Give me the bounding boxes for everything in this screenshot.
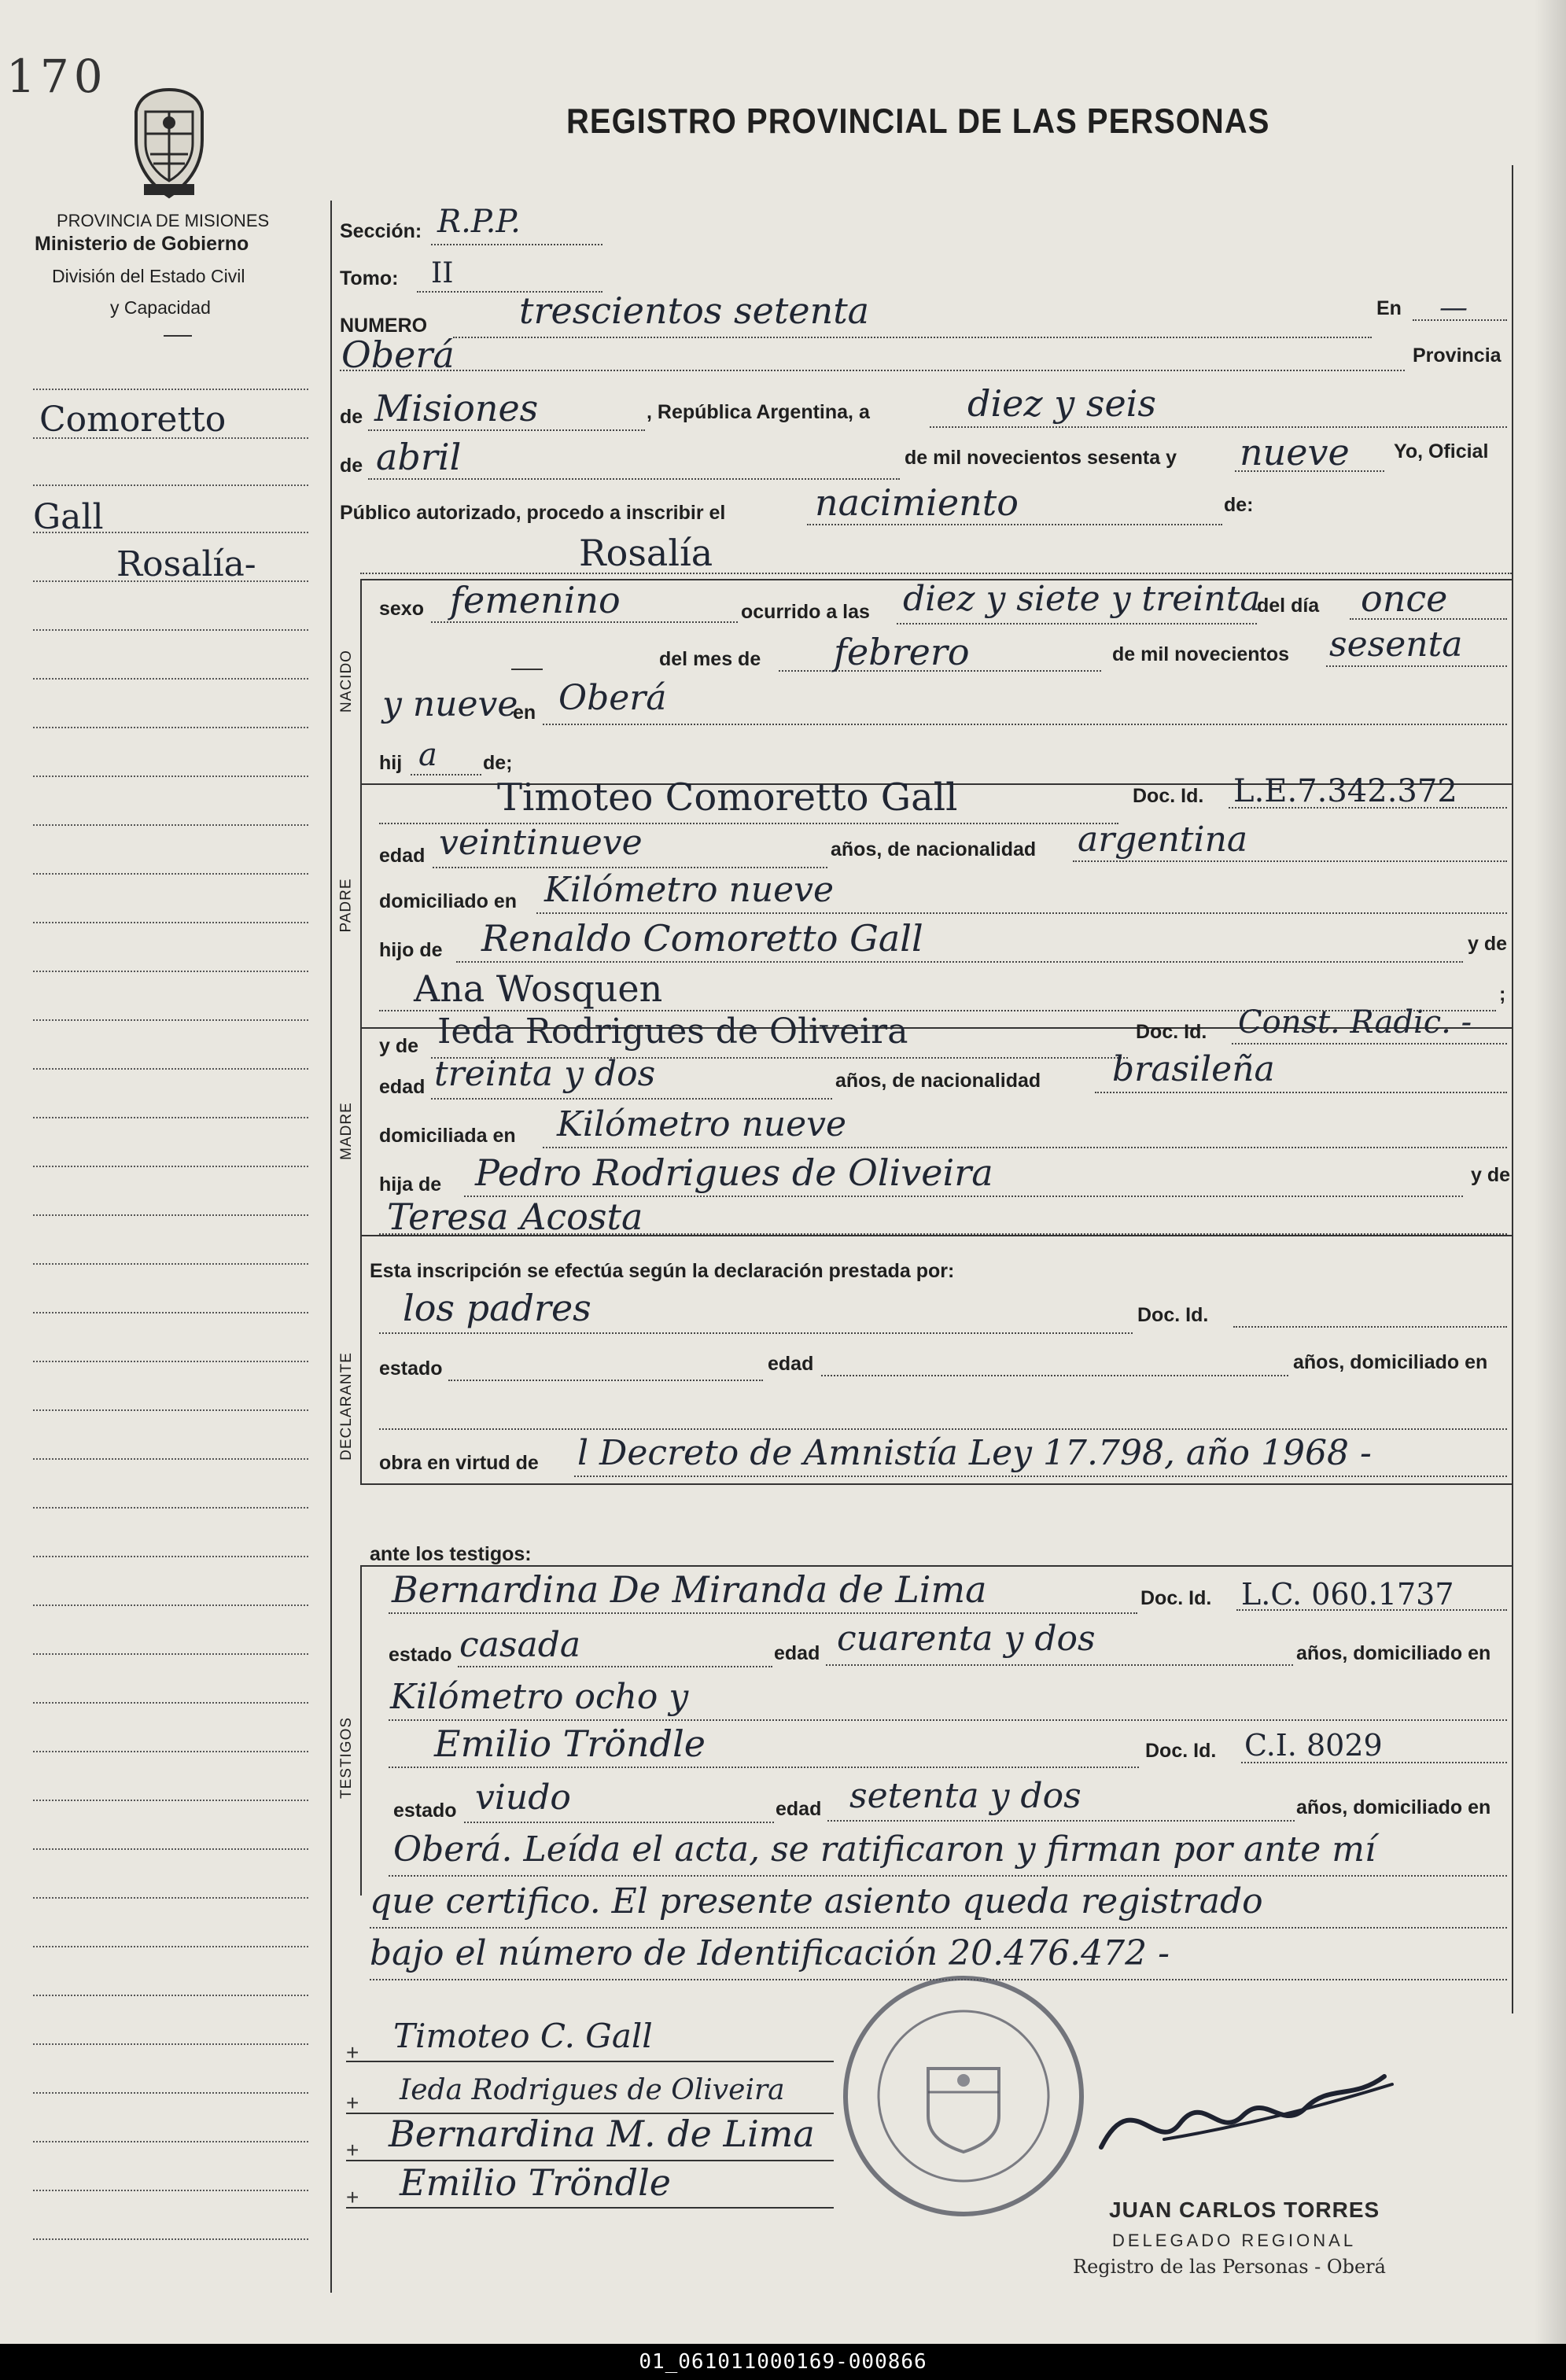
de-label-2: de — [340, 455, 363, 477]
madre-yde2-label: y de — [1471, 1164, 1511, 1186]
testigo2-edad-value: setenta y dos — [849, 1776, 1081, 1816]
madre-edad-value: treinta y dos — [434, 1054, 656, 1094]
madre-nacionalidad-value: brasileña — [1112, 1049, 1275, 1089]
fecha-mes-value: abril — [376, 436, 462, 478]
testigo1-doc-value: L.C. 060.1737 — [1241, 1577, 1454, 1612]
testigo1-anios-label: años, domiciliado en — [1296, 1642, 1491, 1664]
agency-line-2: Ministerio de Gobierno — [35, 233, 249, 255]
closing-line-1: Oberá. Leída el acta, se ratificaron y firman por ante mí — [393, 1829, 1376, 1870]
padre-hijo-label: hijo de — [379, 939, 443, 961]
lugar-value: Oberá — [341, 333, 455, 376]
anio-continuation-value: y nueve — [382, 684, 518, 724]
hij-value: a — [418, 737, 437, 773]
margin-surname-2: Gall — [33, 497, 104, 537]
madre-yde-label: y de — [379, 1035, 419, 1057]
testigo2-estado-label: estado — [393, 1800, 457, 1822]
official-signature — [1085, 2053, 1400, 2171]
madre-doc-value: Const. Radic. - — [1238, 1004, 1472, 1041]
signature-testigo-1: Bernardina M. de Lima — [389, 2113, 815, 2155]
declarante-obra-value: l Decreto de Amnistía Ley 17.798, año 1968 - — [577, 1433, 1372, 1473]
declarante-edad-label: edad — [768, 1353, 814, 1375]
testigo1-domicilio-value: Kilómetro ocho y — [390, 1677, 689, 1717]
agency-line-4: y Capacidad — [110, 297, 211, 318]
testigo2-edad-label: edad — [776, 1798, 822, 1820]
testigo1-nombre-value: Bernardina De Miranda de Lima — [392, 1568, 987, 1611]
fecha-dia-value: diez y seis — [967, 382, 1156, 425]
padre-edad-value: veintinueve — [439, 823, 643, 863]
testigos-intro-label: ante los testigos: — [370, 1543, 532, 1565]
declarante-nombre-value: los padres — [403, 1287, 591, 1329]
official-title: DELEGADO REGIONAL — [1112, 2231, 1357, 2250]
testigo1-estado-value: casada — [459, 1625, 581, 1665]
numero-label: NUMERO — [340, 315, 428, 337]
provincia-value: Misiones — [374, 387, 539, 429]
tomo-value: II — [431, 257, 454, 289]
testigo1-edad-value: cuarenta y dos — [837, 1619, 1096, 1659]
agency-line-3: División del Estado Civil — [52, 266, 245, 286]
acto-value: nacimiento — [815, 481, 1019, 524]
signature-testigo-2: Emilio Tröndle — [400, 2161, 672, 2204]
madre-nacionalidad-label: años, de nacionalidad — [835, 1070, 1041, 1092]
declarante-doc-label: Doc. Id. — [1137, 1304, 1209, 1326]
hij-label: hij — [379, 752, 403, 774]
padre-doc-value: L.E.7.342.372 — [1233, 773, 1457, 809]
padre-side-label: PADRE — [338, 878, 355, 933]
margin-given-name: Rosalía- — [116, 544, 256, 584]
official-name: JUAN CARLOS TORRES — [1109, 2198, 1380, 2222]
testigo2-doc-label: Doc. Id. — [1145, 1740, 1217, 1762]
hij-de-label: de; — [483, 752, 513, 774]
mes-label: del mes de — [659, 648, 761, 670]
signature-padre: Timoteo C. Gall — [393, 2017, 653, 2055]
padre-madre-value: Ana Wosquen — [414, 967, 663, 1010]
en-lugar-label: en — [513, 702, 536, 724]
declarante-obra-label: obra en virtud de — [379, 1452, 539, 1474]
tomo-label: Tomo: — [340, 267, 399, 289]
madre-doc-label: Doc. Id. — [1136, 1021, 1207, 1043]
declarante-estado-label: estado — [379, 1358, 443, 1380]
testigo2-nombre-value: Emilio Tröndle — [434, 1722, 706, 1765]
padre-doc-label: Doc. Id. — [1133, 785, 1204, 807]
provincial-seal-logo — [122, 85, 216, 203]
madre-edad-label: edad — [379, 1076, 426, 1098]
madre-nombre-value: Ieda Rodrigues de Oliveira — [437, 1011, 908, 1052]
numero-value: trescientos setenta — [519, 289, 870, 332]
de-label-1: de — [340, 406, 363, 428]
padre-domicilio-value: Kilómetro nueve — [544, 870, 835, 910]
mil-novecientos-label: de mil novecientos sesenta y — [905, 447, 1177, 469]
madre-domicilio-label: domiciliada en — [379, 1125, 516, 1147]
testigos-side-label: TESTIGOS — [338, 1716, 356, 1800]
closing-line-2: que certifico. El presente asiento queda registrado — [370, 1881, 1263, 1921]
padre-nacionalidad-value: argentina — [1078, 820, 1248, 860]
madre-hija-value: Pedro Rodrigues de Oliveira — [475, 1151, 993, 1194]
padre-edad-label: edad — [379, 845, 426, 867]
mes-value: febrero — [834, 631, 970, 673]
signature-madre: Ieda Rodrigues de Oliveira — [400, 2074, 785, 2106]
testigo1-estado-label: estado — [389, 1644, 452, 1666]
closing-line-3: bajo el número de Identificación 20.476.472 - — [370, 1933, 1170, 1973]
hora-value: diez y siete y treinta — [903, 579, 1261, 619]
padre-yde-label: y de — [1468, 933, 1508, 955]
nombre-inscripto-value: Rosalía — [579, 532, 713, 574]
padre-hijo-value: Renaldo Comoretto Gall — [481, 917, 923, 960]
sexo-value: femenino — [450, 579, 621, 621]
padre-nacionalidad-label: años, de nacionalidad — [831, 838, 1037, 860]
lugar-nacimiento-value: Oberá — [558, 678, 667, 718]
fecha-anio-value: nueve — [1240, 431, 1350, 473]
agency-line-1: PROVINCIA DE MISIONES — [57, 211, 270, 230]
oficial-label: Yo, Oficial — [1394, 440, 1489, 462]
madre-madre-value: Teresa Acosta — [387, 1196, 643, 1238]
en-label: En — [1376, 297, 1402, 319]
mil-label: de mil novecientos — [1112, 643, 1290, 665]
declarante-intro-label: Esta inscripción se efectúa según la declaración prestada por: — [370, 1260, 955, 1282]
ocurrido-label: ocurrido a las — [741, 601, 870, 623]
official-office: Registro de las Personas - Oberá — [1073, 2256, 1386, 2278]
document-page: 170 PROVINCIA DE MISIONES Ministerio de Gobierno División del Estado Civil y Capacidad REGISTRO PROVINCIAL DE LAS PERSONAS Comoretto Gall Rosalía- Sección: R.P.P. Tomo: II NUMERO trescientos setenta En — Oberá Provincia de Misiones , República Argentina, a diez y seis de abril de mil novecientos sesenta y nueve Yo, Oficial Público autorizado, procedo a inscribir el nacimiento de: Rosalía NACIDO sexo femenino ocurrido a las diez y siete y treinta del día once del mes de febrero de mil novecientos sesenta y nueve en Oberá hij a de; PADRE Timoteo Comoretto Gall Doc. Id. L.E.7.342.372 edad veintinueve años, de nacionalidad argentina domiciliado en Kilómetro nueve hijo de Renaldo Comoretto Gall y de Ana Wosquen ; MADRE y de Ieda Rodrigues de Oliveira Doc. Id. Const. Radic. - edad treinta y dos años, de nacionalidad brasileña domiciliada en Kilómetro nueve hija de Pedro Rodrigues de Oliveira y de Teresa Acosta DECLARANTE Esta inscripción se efectúa según la declaración prestada por: los padres Doc. Id. estado edad años, domiciliado en obra en virtud de l Decreto de Amnistía Ley 17.798, año 1968 - ante los testigos: TESTIGOS Bernardina De Miranda de Lima Doc. Id. L.C. 060.1737 estado casada edad cuarenta y dos años, domiciliado en Kilómetro ocho y Emilio Tröndle Doc. Id. C.I. 8029 estado viudo edad setenta y dos años, domiciliado en Oberá. Leída el acta, se ratificaron y firman por ante mí que certifico. El presente asiento queda registrado bajo el número de Identificación 20.476.472 - + + + + Timoteo C. Gall Ieda Rodrigues de Oliveira Bernardina M. de Lima Emilio Tröndle JUAN CARLOS TORRES DELEGADO REGIONAL Registro de las Personas - Oberá — [0, 0, 1566, 2344]
scan-file-code: 01_061011000169-000866 — [0, 2344, 1566, 2380]
testigo2-doc-value: C.I. 8029 — [1244, 1728, 1383, 1763]
anio-value: sesenta — [1329, 624, 1463, 665]
testigo1-edad-label: edad — [774, 1642, 820, 1664]
padre-semicolon: ; — [1499, 983, 1506, 1005]
testigo1-doc-label: Doc. Id. — [1140, 1587, 1212, 1609]
madre-side-label: MADRE — [338, 1102, 355, 1160]
madre-domicilio-value: Kilómetro nueve — [557, 1104, 847, 1144]
document-title: REGISTRO PROVINCIAL DE LAS PERSONAS — [566, 101, 1270, 142]
seccion-value: R.P.P. — [437, 204, 521, 240]
dia-label: del día — [1257, 595, 1320, 617]
nacido-side-label: NACIDO — [338, 650, 355, 713]
testigo2-anios-label: años, domiciliado en — [1296, 1796, 1491, 1818]
declarante-anios-label: años, domiciliado en — [1293, 1351, 1488, 1373]
seccion-label: Sección: — [340, 220, 422, 242]
republica-label: , República Argentina, a — [647, 401, 870, 423]
padre-domicilio-label: domiciliado en — [379, 890, 518, 912]
page-number: 170 — [6, 50, 108, 103]
margin-surname: Comoretto — [39, 400, 227, 440]
official-stamp — [834, 1966, 1093, 2226]
publico-label: Público autorizado, procedo a inscribir el — [340, 502, 726, 524]
testigo2-estado-value: viudo — [475, 1778, 571, 1818]
dia-value: once — [1361, 577, 1448, 620]
de-label-3: de: — [1224, 494, 1254, 516]
declarante-side-label: DECLARANTE — [338, 1352, 355, 1461]
padre-nombre-value: Timoteo Comoretto Gall — [497, 776, 958, 820]
provincia-label: Provincia — [1413, 344, 1502, 367]
madre-hija-label: hija de — [379, 1173, 442, 1196]
sexo-label: sexo — [379, 598, 424, 620]
en-value: — — [1439, 292, 1468, 324]
